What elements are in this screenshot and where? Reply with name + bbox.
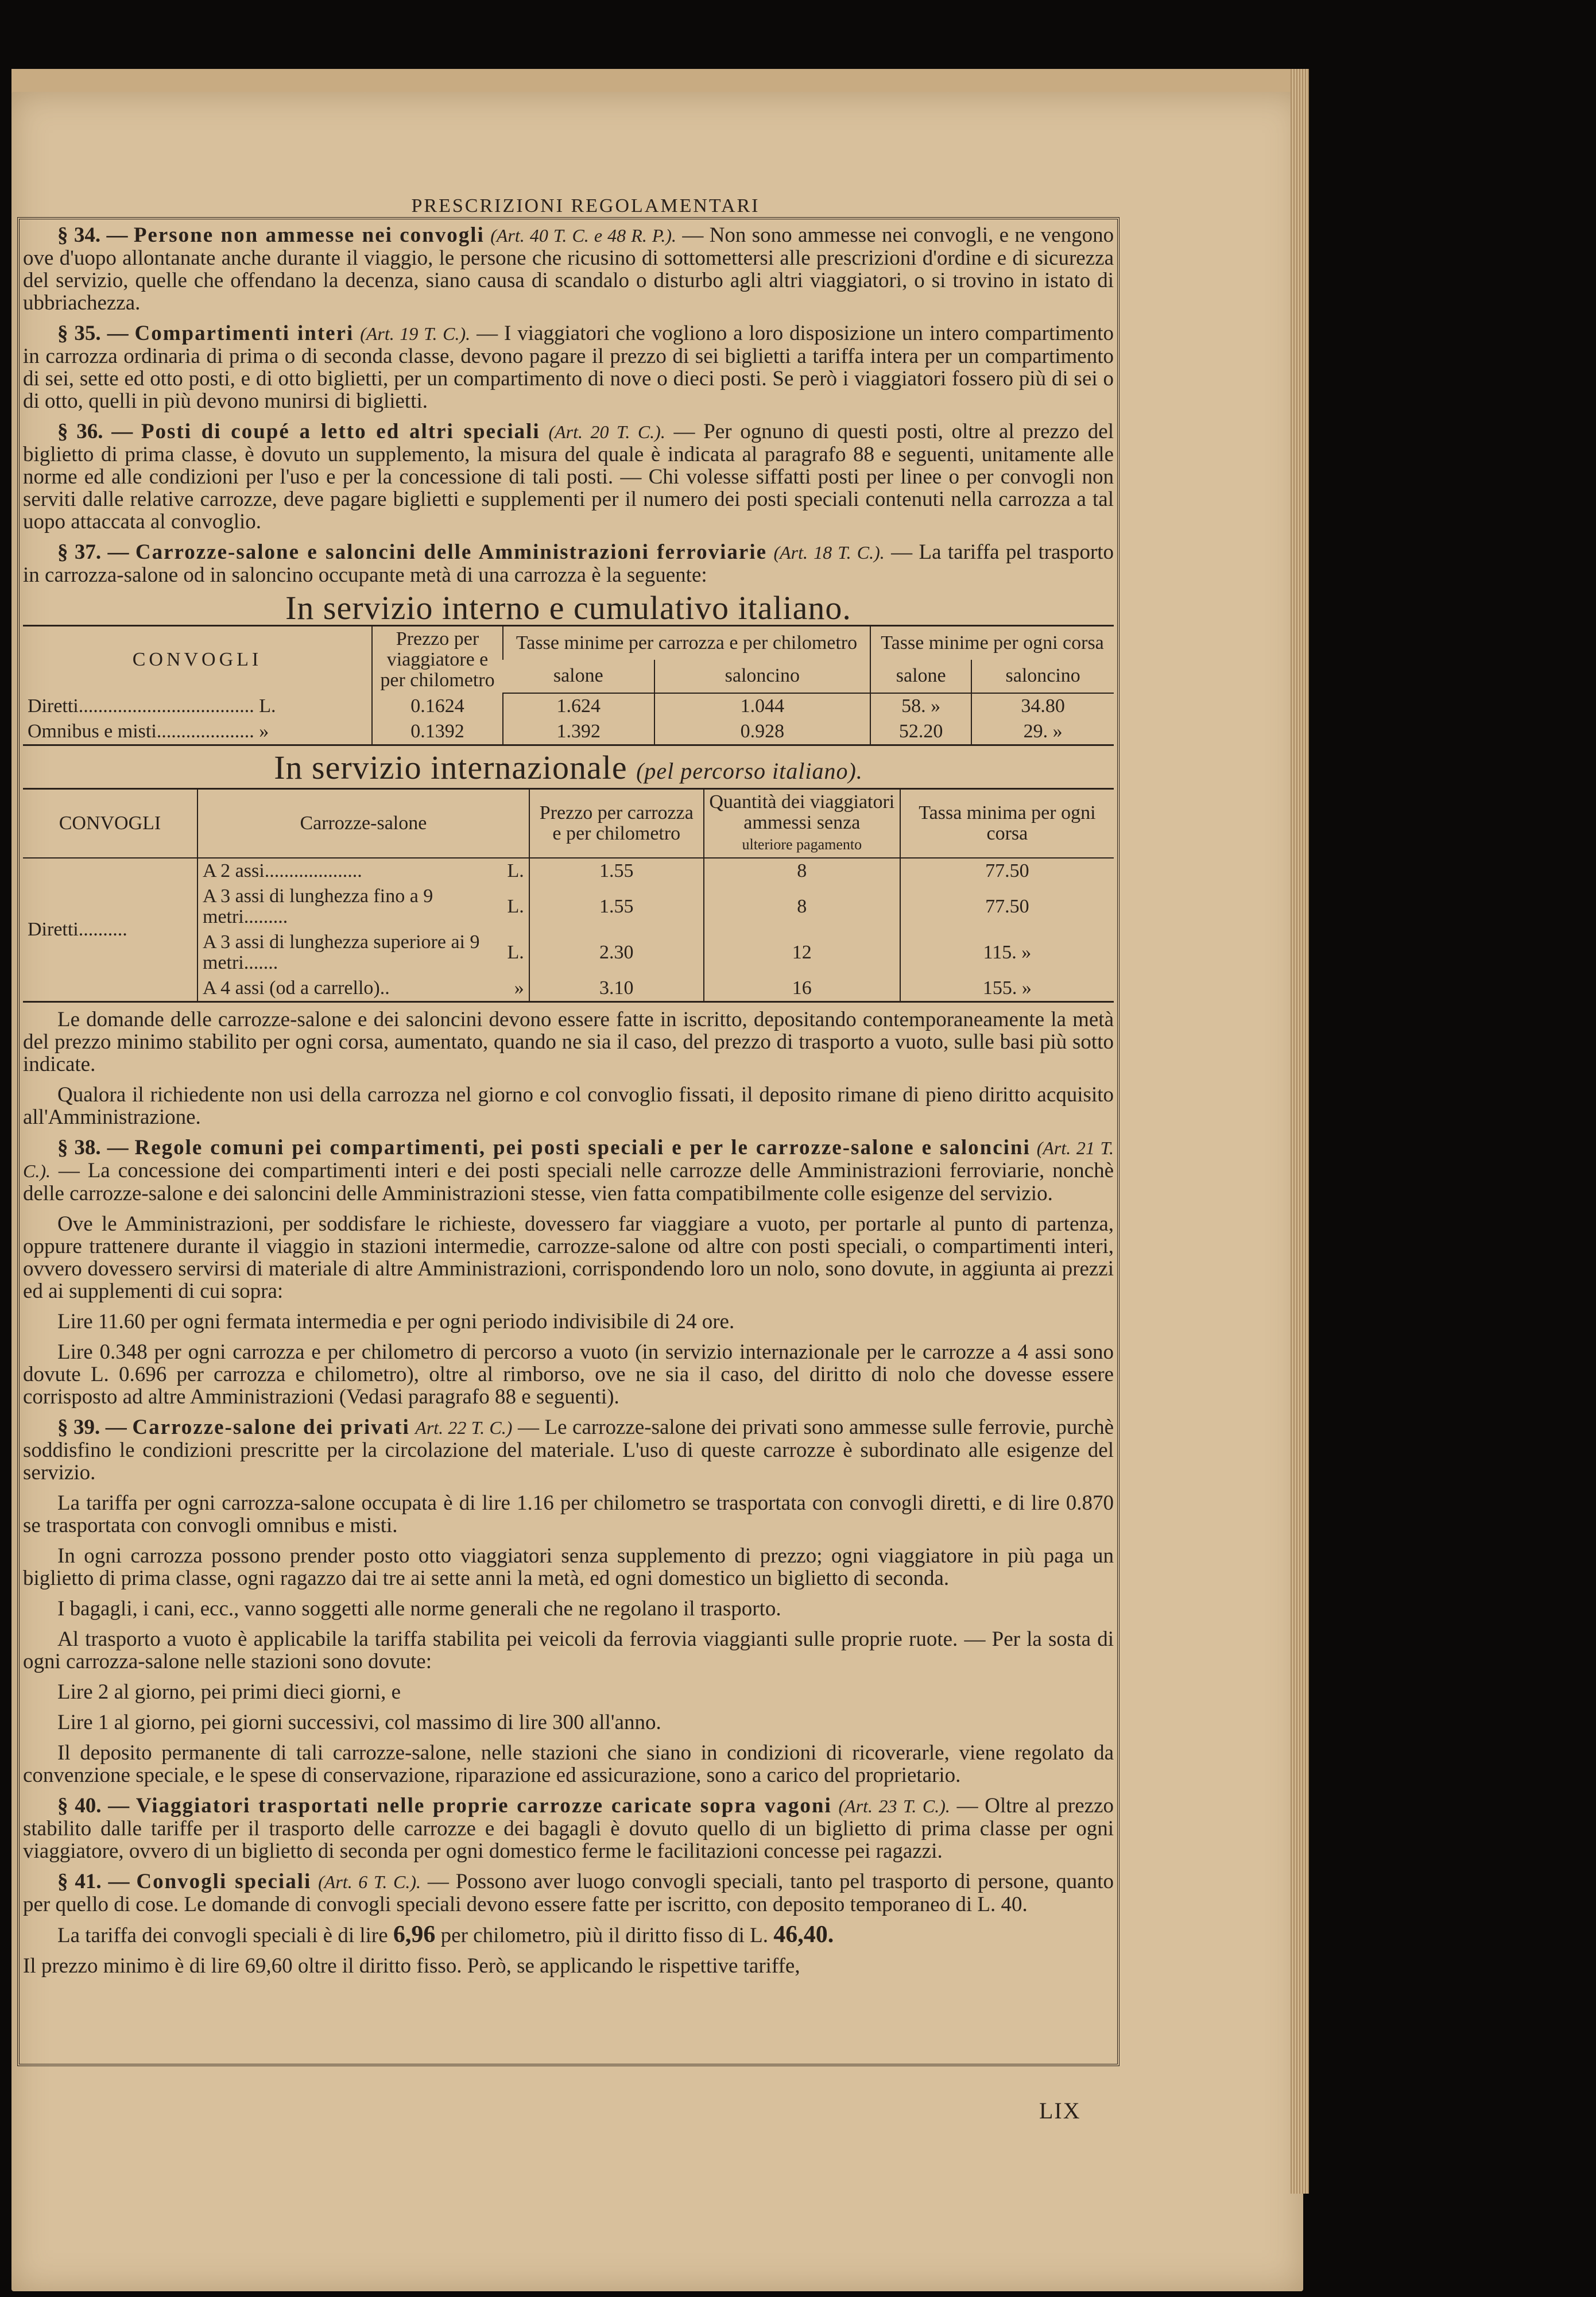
cell-corsa-saloncino: 29. » xyxy=(971,719,1114,745)
cell-tassa: 77.50 xyxy=(900,858,1114,884)
section-38 xyxy=(23,1136,1114,1205)
paragraph: Il deposito permanente di tali carrozze-salone, nelle stazioni che siano in condizioni di ricoverarle, viene regolato da convenzione speciale, e le spese di conservazione, riparazione ed assicurazione, sono a carico del proprietario. xyxy=(23,1741,1114,1787)
section-body: — Oltre al prezzo stabilito dalle tariffe per il trasporto delle carrozze e dei bagagli è dovuto quello di un biglietto di prima classe per ogni viaggiatore, ovvero di un biglietto di seconda per ogni domestico ferme le facilitazioni concesse pei ragazzi. xyxy=(23,1794,1114,1863)
col-carrozze: Carrozze-salone xyxy=(197,789,529,859)
section-number: § 34. — xyxy=(57,223,128,247)
cell-prezzo: 1.55 xyxy=(529,858,704,884)
section-ref: (Art. 19 T. C.). xyxy=(360,323,471,344)
paragraph: La tariffa dei convogli speciali è di lire 6,96 per chilometro, più il diritto fisso di L. 46,40. xyxy=(57,1921,834,1948)
cell-prezzo: 0.1624 xyxy=(372,693,503,719)
table2-title-sub: (pel percorso italiano). xyxy=(636,758,863,784)
col-convogli: CONVOGLI xyxy=(132,649,262,670)
sub-saloncino: saloncino xyxy=(654,660,870,693)
cell-quantita: 8 xyxy=(704,858,900,884)
section-number: § 35. — xyxy=(57,322,129,345)
table-servizio-interno xyxy=(23,625,1114,746)
col-prezzo: Prezzo per viaggiatore e per chilometro xyxy=(372,626,503,694)
cell-unit: L. xyxy=(507,896,524,917)
row-label: Diretti.......... xyxy=(28,919,127,940)
fixed-fee-value: 46,40. xyxy=(773,1921,834,1948)
section-ref: (Art. 18 T. C.). xyxy=(773,542,885,563)
table-servizio-internazionale xyxy=(23,788,1114,1003)
section-ref: (Art. 40 T. C. e 48 R. P.). xyxy=(490,225,676,246)
paragraph: Qualora il richiedente non usi della carrozza nel giorno e col convoglio fissati, il deposito rimane di pieno diritto acquisito all'Amministrazione. xyxy=(23,1083,1114,1129)
cell-desc: A 2 assi.................... xyxy=(197,858,503,884)
col-convogli: CONVOGLI xyxy=(23,789,197,859)
section-ref: (Art. 6 T. C.). xyxy=(318,1871,421,1892)
section-title: Persone non ammesse nei convogli xyxy=(133,223,485,247)
paragraph: Ove le Amministrazioni, per soddisfare le richieste, dovessero far viaggiare a vuoto, per portarle al punto di partenza, oppure trattenere durante il viaggio in stazioni intermedie, carrozze-salone od altre con posti speciali, o compartimenti interi, ovvero dovessero servirsi di materiale di altre Amministrazioni, corrispondendo loro un nolo, sono dovute, in aggiunta ai prezzi ed ai supplementi di cui sopra: xyxy=(23,1212,1114,1303)
table-row xyxy=(23,693,1114,719)
section-title: Convogli speciali xyxy=(136,1870,312,1893)
tariff-value: 6,96 xyxy=(393,1921,436,1948)
paragraph: Lire 11.60 per ogni fermata intermedia e per ogni periodo indivisibile di 24 ore. xyxy=(57,1310,735,1333)
section-body: — I viaggiatori che vogliono a loro disposizione un intero compartimento in carrozza ordinaria di prima o di seconda classe, devono pagare il prezzo di sei biglietti a tariffa intera per un compartimento di sei, sette ed otto posti, e di otto biglietti, per un compartimento di nove o dieci posti. Se però i viaggiatori fossero più di sei o di otto, quelli in più devono munirsi di biglietti. xyxy=(23,322,1114,413)
cell-unit: » xyxy=(514,977,524,999)
sub-salone: salone xyxy=(870,660,971,693)
section-ref: (Art. 21 T. C.). xyxy=(23,1138,1114,1181)
section-ref: (Art. 23 T. C.). xyxy=(838,1796,950,1816)
col-tassa: Tassa minima per ogni corsa xyxy=(900,789,1114,859)
paragraph: Lire 0.348 per ogni carrozza e per chilometro di percorso a vuoto (in servizio internazionale per le carrozze a 4 assi sono dovute L. 0.696 per carrozza e chilometro), oltre al rimborso, ove ne sia il caso, del diritto di nolo che dovesse essere corrisposto ad altre Amministrazioni (Vedasi paragrafo 88 e seguenti). xyxy=(23,1340,1114,1409)
paragraph: Il prezzo minimo è di lire 69,60 oltre il diritto fisso. Però, se applicando le rispettive tariffe, xyxy=(23,1954,800,1978)
cell-tassa: 155. » xyxy=(900,976,1114,1002)
cell-km-saloncino: 0.928 xyxy=(654,719,870,745)
section-number: § 38. — xyxy=(57,1136,129,1159)
section-title: Regole comuni pei compartimenti, pei posti speciali e per le carrozze-salone e saloncini xyxy=(134,1136,1031,1159)
running-head: PRESCRIZIONI REGOLAMENTARI xyxy=(411,195,760,216)
section-title: Posti di coupé a letto ed altri speciali xyxy=(141,420,540,443)
paragraph: Lire 2 al giorno, pei primi dieci giorni, e xyxy=(57,1680,401,1704)
section-37 xyxy=(23,541,1114,586)
cell-desc: A 3 assi di lunghezza superiore ai 9 metri....... xyxy=(197,930,503,976)
cell-desc: A 3 assi di lunghezza fino a 9 metri......... xyxy=(197,884,503,930)
cell-prezzo: 3.10 xyxy=(529,976,704,1002)
cell-desc: A 4 assi (od a carrello).. xyxy=(197,976,503,1002)
table-row xyxy=(23,719,1114,745)
section-number: § 36. — xyxy=(57,420,133,443)
section-number: § 39. — xyxy=(57,1416,127,1439)
section-title: Carrozze-salone dei privati xyxy=(132,1416,410,1439)
paragraph: I bagagli, i cani, ecc., vanno soggetti alle norme generali che ne regolano il trasporto. xyxy=(57,1597,781,1621)
section-body: — La concessione dei compartimenti interi e dei posti speciali nelle carrozze delle Amministrazioni ferroviarie, nonchè delle carrozze-salone e dei saloncini delle Amministrazioni stesse, vien fatta compatibilmente colle esigenze del servizio. xyxy=(23,1159,1114,1205)
paragraph: Le domande delle carrozze-salone e dei saloncini devono essere fatte in iscritto, depositando contemporaneamente la metà del prezzo minimo stabilito per ogni corsa, aumentato, quando ne sia il caso, del prezzo di trasporto a vuoto, sulle basi più sotto indicate. xyxy=(23,1008,1114,1076)
cell-prezzo: 1.55 xyxy=(529,884,704,930)
cell-prezzo: 2.30 xyxy=(529,930,704,976)
cell-tassa: 115. » xyxy=(900,930,1114,976)
row-name: Diretti.................................... L. xyxy=(28,695,276,717)
cell-tassa: 77.50 xyxy=(900,884,1114,930)
section-body: — Per ognuno di questi posti, oltre al prezzo del biglietto di prima classe, è dovuto un supplemento, la misura del quale è indicata al paragrafo 88 e seguenti, unitamente alle norme ed alle condizioni per l'uso e per la concessione di tali posti. — Chi volesse siffatti posti per linee o per convogli non serviti dalle relative carrozze, deve pagare biglietti e supplementi per il numero dei posti speciali contenuti nella carrozza a tal uopo attaccata al convoglio. xyxy=(23,420,1114,533)
paragraph: Al trasporto a vuoto è applicabile la tariffa stabilita pei veicoli da ferrovia viaggianti sulle proprie ruote. — Per la sosta di ogni carrozza-salone nelle stazioni sono dovute: xyxy=(23,1627,1114,1673)
cell-km-salone: 1.624 xyxy=(503,693,654,719)
section-39 xyxy=(23,1416,1114,1484)
cell-prezzo: 0.1392 xyxy=(372,719,503,745)
cell-km-saloncino: 1.044 xyxy=(654,693,870,719)
section-body: — La tariffa pel trasporto in carrozza-salone od in saloncino occupante metà di una carrozza è la seguente: xyxy=(23,540,1114,587)
col-tasse-corsa: Tasse minime per ogni corsa xyxy=(870,626,1114,660)
section-ref: Art. 22 T. C.) xyxy=(415,1417,513,1438)
page-content xyxy=(23,224,1114,1985)
cell-unit: L. xyxy=(507,942,524,963)
cell-corsa-saloncino: 34.80 xyxy=(971,693,1114,719)
col-tasse-km: Tasse minime per carrozza e per chilometro xyxy=(503,626,870,660)
table1-title: In servizio interno e cumulativo italiano. xyxy=(285,589,851,627)
paragraph: La tariffa per ogni carrozza-salone occupata è di lire 1.16 per chilometro se trasportata con convogli diretti, e di lire 0.870 se trasportata con convogli omnibus e misti. xyxy=(23,1491,1114,1537)
table2-title-main: In servizio internazionale xyxy=(274,749,627,786)
page-stack-edge xyxy=(1291,69,1309,2194)
sub-saloncino: saloncino xyxy=(971,660,1114,693)
paragraph: Lire 1 al giorno, pei giorni successivi, col massimo di lire 300 all'anno. xyxy=(57,1711,661,1734)
section-title: Carrozze-salone e saloncini delle Amministrazioni ferroviarie xyxy=(135,540,768,564)
cell-quantita: 8 xyxy=(704,884,900,930)
cell-unit: L. xyxy=(507,860,524,881)
section-ref: (Art. 20 T. C.). xyxy=(548,421,665,442)
col-prezzo: Prezzo per carrozza e per chilometro xyxy=(529,789,704,859)
col-quantita: Quantità dei viaggiatori ammessi senza ulteriore pagamento xyxy=(704,789,900,859)
cell-corsa-salone: 58. » xyxy=(870,693,971,719)
section-40 xyxy=(23,1795,1114,1862)
table-row xyxy=(23,858,1114,884)
section-body: — Le carrozze-salone dei privati sono ammesse sulle ferrovie, purchè soddisfino le condizioni prescritte per la circolazione del materiale. L'uso di queste carrozze è subordinato alle esigenze del servizio. xyxy=(23,1416,1114,1484)
cell-corsa-salone: 52.20 xyxy=(870,719,971,745)
section-title: Viaggiatori trasportati nelle proprie carrozze caricate sopra vagoni xyxy=(135,1794,832,1818)
sub-salone: salone xyxy=(503,660,654,693)
section-number: § 41. — xyxy=(57,1870,130,1893)
cell-quantita: 16 xyxy=(704,976,900,1002)
row-name: Omnibus e misti.................... » xyxy=(28,721,269,742)
section-35 xyxy=(23,322,1114,412)
cell-quantita: 12 xyxy=(704,930,900,976)
section-41 xyxy=(23,1870,1114,1916)
page-number: LIX xyxy=(1039,2098,1081,2124)
section-title: Compartimenti interi xyxy=(134,322,354,345)
section-number: § 40. — xyxy=(57,1794,130,1818)
section-34 xyxy=(23,224,1114,314)
cell-km-salone: 1.392 xyxy=(503,719,654,745)
section-body: — Possono aver luogo convogli speciali, tanto pel trasporto di persone, quanto per quello di cose. Le domande di convogli speciali devono essere fatte per iscritto, con deposito temporaneo di L. 40. xyxy=(23,1870,1114,1916)
table2-title xyxy=(23,749,1114,786)
paragraph: In ogni carrozza possono prender posto otto viaggiatori senza supplemento di prezzo; ogni viaggiatore in più paga un biglietto di prima classe, ogni ragazzo dai tre ai sette anni la metà, ed ogni domestico un biglietto di seconda. xyxy=(23,1544,1114,1590)
section-body: — Non sono ammesse nei convogli, e ne vengono ove d'uopo allontanate anche durante il viaggio, le persone che ricusino di sottomettersi alle prescrizioni d'ordine e di sicurezza del servizio, quelle che offendano la decenza, siano causa di scandalo o disturbo agli altri viaggiatori, o si trovino in istato di ubbriachezza. xyxy=(23,223,1114,315)
section-36 xyxy=(23,420,1114,533)
section-number: § 37. — xyxy=(57,540,129,564)
